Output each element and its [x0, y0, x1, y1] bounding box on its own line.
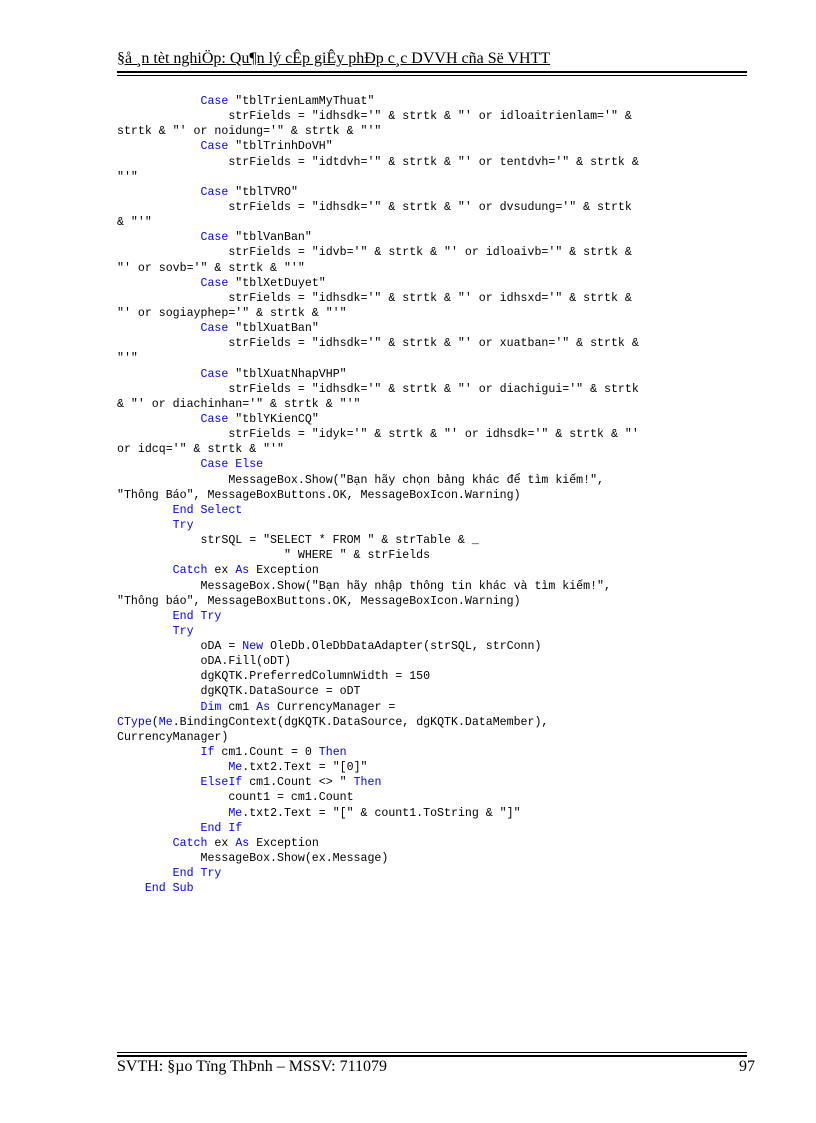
code-line: [117, 473, 747, 488]
code-text: or idcq='" & strtk & "'": [117, 443, 284, 457]
code-line: [117, 412, 747, 427]
code-line: [117, 851, 747, 866]
code-text: (: [151, 715, 159, 729]
code-text: [117, 564, 173, 577]
code-line: [117, 866, 747, 881]
code-text: "tblTrienLamMyThuat": [228, 95, 375, 108]
code-text: "tblYKienCQ": [228, 412, 319, 426]
code-text: strtk & "' or noidung='" & strtk & "'": [117, 125, 382, 139]
code-text: cm1: [221, 700, 257, 714]
code-keyword: Dim: [200, 700, 222, 714]
code-line: [117, 382, 747, 397]
code-text: "Thông báo", MessageBoxButtons.OK, MessageBoxIcon.Warning): [117, 594, 521, 608]
header-divider-thin: [117, 75, 747, 76]
code-line: [117, 155, 747, 170]
code-text: MessageBox.Show("Bạn hãy nhập thông tin khác và tìm kiếm!",: [117, 579, 611, 593]
code-text: [117, 458, 201, 471]
code-line: [117, 336, 747, 351]
page-header-title: §å ¸n tèt nghiÖp: Qu¶n lý cÊp giÊy phÐp c¸c DVVH cña Së VHTT: [117, 50, 551, 67]
code-line: [117, 548, 747, 563]
code-line: [117, 881, 747, 896]
code-text: [117, 95, 201, 108]
code-text: CurrencyManager): [117, 730, 229, 744]
code-keyword: If: [200, 746, 215, 760]
code-line: [117, 397, 747, 412]
code-line: [117, 261, 747, 276]
code-keyword: End Select: [172, 503, 243, 517]
code-text: strFields = "idyk='" & strtk & "' or idhsdk='" & strtk & "': [117, 428, 639, 442]
code-line: [117, 730, 747, 745]
code-keyword: ElseIf: [200, 776, 243, 790]
code-text: [117, 277, 201, 290]
code-keyword: Then: [318, 746, 347, 760]
code-line: [117, 563, 747, 578]
code-line: [117, 836, 747, 851]
code-text: "'": [117, 170, 138, 184]
code-line: [117, 760, 747, 775]
code-text: [117, 837, 173, 850]
code-line: [117, 200, 747, 215]
code-text: [117, 761, 228, 774]
code-line: [117, 503, 747, 518]
code-line: [117, 185, 747, 200]
code-text: [117, 368, 201, 381]
code-keyword: Me: [228, 806, 243, 820]
code-text: "' or sovb='" & strtk & "'": [117, 261, 305, 275]
code-text: MessageBox.Show(ex.Message): [117, 852, 389, 866]
code-text: "tblXetDuyet": [228, 276, 326, 290]
code-keyword: Case: [200, 367, 229, 381]
code-text: ex: [207, 836, 236, 850]
footer-divider: [117, 1055, 747, 1057]
code-keyword: Case: [200, 140, 229, 154]
code-keyword: End Try: [172, 609, 222, 623]
code-text: .txt2.Text = "[" & count1.ToString & "]": [242, 806, 521, 820]
code-text: count1 = cm1.Count: [117, 791, 354, 805]
code-text: cm1.Count <> ″: [242, 776, 354, 790]
page-number: 97: [739, 1058, 755, 1075]
code-text: strFields = "idhsdk='" & strtk & "' or xuatban='" & strtk &: [117, 337, 639, 351]
code-text: [117, 504, 173, 517]
code-keyword: Try: [172, 518, 194, 532]
code-text: strFields = "idhsdk='" & strtk & "' or dvsudung='" & strtk: [117, 200, 632, 214]
code-text: [117, 746, 201, 759]
code-text: "'": [117, 352, 138, 366]
code-text: MessageBox.Show("Bạn hãy chọn bảng khác để tìm kiếm!",: [117, 473, 605, 487]
code-line: [117, 579, 747, 594]
code-text: [117, 610, 173, 623]
code-keyword: End If: [200, 821, 243, 835]
code-text: [117, 519, 173, 532]
code-text: [117, 882, 145, 895]
code-line: [117, 639, 747, 654]
code-text: "tblXuatNhapVHP": [228, 367, 347, 381]
code-line: [117, 654, 747, 669]
code-line: [117, 94, 747, 109]
code-keyword: Me: [228, 761, 243, 775]
code-keyword: Then: [353, 776, 382, 790]
code-text: & "' or diachinhan='" & strtk & "'": [117, 397, 361, 411]
code-text: Exception: [249, 836, 319, 850]
code-text: [117, 776, 201, 789]
code-text: [117, 867, 173, 880]
code-line: [117, 457, 747, 472]
code-line: [117, 321, 747, 336]
code-keyword: Catch: [172, 836, 208, 850]
code-keyword: CType: [117, 715, 152, 729]
code-line: [117, 427, 747, 442]
code-text: oDA =: [117, 640, 243, 654]
code-keyword: Case Else: [200, 458, 264, 472]
code-keyword: Case: [200, 185, 229, 199]
code-text: strFields = "idvb='" & strtk & "' or idloaivb='" & strtk &: [117, 246, 632, 260]
code-line: [117, 245, 747, 260]
code-text: [117, 822, 201, 835]
code-keyword: Case: [200, 231, 229, 245]
code-keyword: Catch: [172, 564, 208, 578]
footer-divider-thin: [117, 1052, 747, 1053]
code-line: [117, 775, 747, 790]
code-keyword: Case: [200, 412, 229, 426]
code-line: [117, 215, 747, 230]
code-text: [117, 231, 201, 244]
code-keyword: Case: [200, 322, 229, 336]
code-text: [117, 186, 201, 199]
code-keyword: Me: [158, 715, 173, 729]
code-line: [117, 518, 747, 533]
code-line: [117, 594, 747, 609]
code-text: Exception: [249, 564, 319, 578]
code-line: [117, 533, 747, 548]
code-text: .txt2.Text = "[0]": [242, 761, 368, 775]
code-line: [117, 306, 747, 321]
code-keyword: As: [235, 836, 250, 850]
code-line: [117, 700, 747, 715]
code-line: [117, 170, 747, 185]
code-text: [117, 413, 201, 426]
code-text: strFields = "idhsdk='" & strtk & "' or idloaitrienlam='" &: [117, 110, 632, 124]
code-line: [117, 715, 747, 730]
code-text: strFields = "idhsdk='" & strtk & "' or diachigui='" & strtk: [117, 382, 639, 396]
code-text: strFields = "idtdvh='" & strtk & "' or tentdvh='" & strtk &: [117, 155, 639, 169]
code-line: [117, 124, 747, 139]
code-line: [117, 821, 747, 836]
code-text: .BindingContext(dgKQTK.DataSource, dgKQTK.DataMember),: [172, 715, 549, 729]
code-line: [117, 291, 747, 306]
code-line: [117, 276, 747, 291]
code-text: [117, 701, 201, 714]
code-line: [117, 790, 747, 805]
code-text: "Thông Báo", MessageBoxButtons.OK, MessageBoxIcon.Warning): [117, 488, 521, 502]
code-text: [117, 322, 201, 335]
code-line: [117, 745, 747, 760]
code-line: [117, 609, 747, 624]
code-line: [117, 669, 747, 684]
code-text: dgKQTK.DataSource = oDT: [117, 685, 361, 699]
footer-author: SVTH: §µo Tïng ThÞnh – MSSV: 711079: [117, 1058, 387, 1075]
code-text: "' or sogiayphep='" & strtk & "'": [117, 306, 347, 320]
code-text: "tblVanBan": [228, 231, 312, 245]
code-keyword: As: [235, 564, 250, 578]
code-text: oDA.Fill(oDT): [117, 655, 291, 669]
code-keyword: End Sub: [144, 882, 194, 896]
code-keyword: End Try: [172, 867, 222, 881]
code-text: "tblTrinhDoVH": [228, 140, 333, 154]
code-line: [117, 230, 747, 245]
code-line: [117, 488, 747, 503]
code-text: dgKQTK.PreferredColumnWidth = 150: [117, 670, 431, 684]
code-keyword: Case: [200, 276, 229, 290]
code-text: CurrencyManager =: [270, 700, 396, 714]
code-keyword: As: [256, 700, 271, 714]
code-line: [117, 684, 747, 699]
code-keyword: Case: [200, 95, 229, 108]
header-divider: [117, 71, 747, 73]
code-text: OleDb.OleDbDataAdapter(strSQL, strConn): [263, 640, 542, 654]
code-line: [117, 139, 747, 154]
code-line: [117, 806, 747, 821]
code-line: [117, 109, 747, 124]
code-text: & "'": [117, 216, 152, 230]
code-keyword: Try: [172, 624, 194, 638]
code-text: ex: [207, 564, 236, 578]
code-line: [117, 351, 747, 366]
code-text: cm1.Count = 0: [214, 746, 319, 760]
code-text: [117, 625, 173, 638]
code-line: [117, 624, 747, 639]
code-text: "tblXuatBan": [228, 322, 319, 336]
code-line: [117, 367, 747, 382]
code-text: [117, 807, 228, 820]
code-text: " WHERE " & strFields: [117, 549, 431, 563]
code-listing: [117, 94, 747, 896]
code-line: [117, 442, 747, 457]
code-keyword: New: [242, 640, 264, 654]
code-text: strFields = "idhsdk='" & strtk & "' or idhsxd='" & strtk &: [117, 291, 632, 305]
code-text: "tblTVRO": [228, 185, 298, 199]
code-text: strSQL = "SELECT * FROM " & strTable & _: [117, 534, 479, 548]
code-text: [117, 140, 201, 153]
